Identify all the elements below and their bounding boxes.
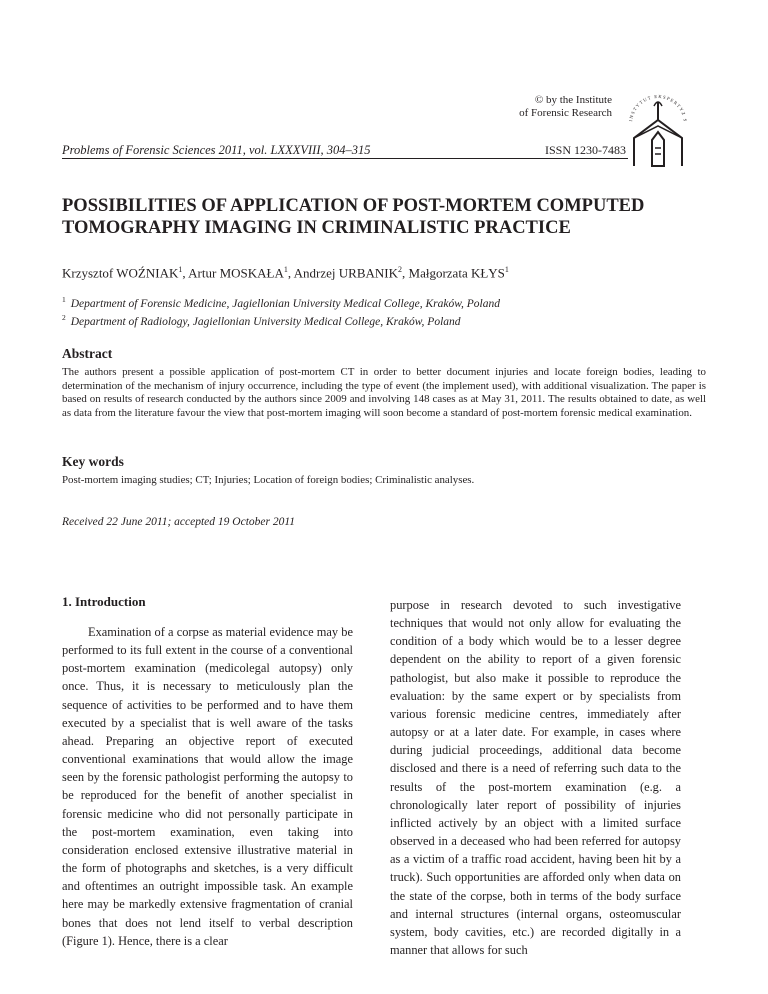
author-affiliation-mark: 2 — [398, 265, 403, 274]
received-dates: Received 22 June 2011; accepted 19 October 2011 — [62, 516, 295, 528]
paper-title: POSSIBILITIES OF APPLICATION OF POST-MORTEM COMPUTED TOMOGRAPHY IMAGING IN CRIMINALISTIC PRACTICE — [62, 196, 645, 238]
institute-logo — [626, 80, 690, 168]
header-rule — [62, 158, 628, 159]
copyright-line-1: © by the Institute — [534, 94, 612, 106]
affiliations — [62, 293, 500, 330]
affiliation — [62, 293, 500, 311]
affiliation-number: 1 — [62, 295, 66, 304]
author: Krzysztof WOŹNIAK — [62, 265, 179, 281]
author-affiliation-mark: 1 — [283, 265, 288, 274]
author-affiliation-mark: 1 — [178, 265, 183, 274]
author-list: Krzysztof WOŹNIAK$^1$, Artur MOSKAŁA$^1$, Andrzej URBANIK$^2$, Małgorzata KŁYS$^1$ — [62, 265, 509, 281]
affiliation — [62, 311, 500, 329]
author-affiliation-mark: 1 — [504, 265, 509, 274]
issn: ISSN 1230-7483 — [544, 143, 626, 157]
abstract-text: The authors present a possible application of post-mortem CT in order to better document injuries and locate foreign bodies, leading to determination of the mechanism of injury occurrence, including the type of event (the implement used), with additional visualization. The paper is based on results of research conducted by the authors since 2009 and involving 148 cases as at May 31, 2011. The results obtained to date, as well as data from the literature favour the view that post-mortem imaging will soon become a standard of post-mortem forensic medical examination. — [62, 366, 706, 419]
affiliation-text: Department of Forensic Medicine, Jagiellonian University Medical College, Kraków, Poland — [70, 297, 500, 310]
logo-arc-text: INSTYTUT EKSPERTYZ S — [628, 93, 688, 123]
introduction-heading: 1. Introduction — [62, 594, 146, 609]
copyright-notice — [412, 94, 612, 120]
introduction-left-column: Examination of a corpse as material evidence may be performed to its full extent in the course of a conventional post-mortem examination (medicolegal autopsy) only once. Thus, it is necessary to meticulously plan the sequence of activities to be performed and to have them executed by a specialist that is well aware of the tasks ahead. Preparing an objective report of executed conventional examinations that would allow the image seen by the forensic pathologist performing the autopsy to be reproduced for the benefit of another specialist in forensic medicine who did not personally participate in the post-mortem examination, even taking into consideration enclosed extensive illustrative material in the form of photographs and sketches, is a very difficult and oftentimes an outright impossible task. An example here may be markedly extensive fragmentation of cranial bones that does not lend itself to verbal description (Figure 1). Hence, there is a clear — [62, 625, 353, 948]
svg-text:INSTYTUT EKSPERTYZ SADOWYCH — [626, 80, 688, 123]
introduction-right-column: purpose in research devoted to such investigative techniques that would not only allow for evaluating the condition of a body which would be to a lesser degree dependent on the ability to report of a given forensic pathologist, but also make it possible to reproduce the evaluation: by the same expert or by specialists from various forensic medicine centres, immediately after autopsy or at a later date. For example, in cases where during judicial proceedings, additional data become disclosed and there is a need of referring such data to the results of the post-mortem examination (e.g. a chronologically later report of possibility of injuries inflicted actively by an object with a limited surface observed in a deceased who had been referred for autopsy as a victim of a traffic road accident, having been hit by a truck). Such opportunities are afforded only when data on the state of the corpse, both in terms of the body surface and internal structures (internal organs, osteomuscular system, body cavities, etc.) are recorded digitally in a manner that allows for such — [390, 598, 681, 957]
copyright-line-2: of Forensic Research — [519, 107, 612, 119]
keywords-heading: Key words — [62, 454, 124, 469]
affiliation-number: 2 — [62, 313, 66, 323]
journal-citation: Problems of Forensic Sciences 2011, vol. LXXXVIII, 304–315 — [62, 143, 371, 157]
author: Artur MOSKAŁA — [188, 265, 284, 281]
affiliation-text: Department of Radiology, Jagiellonian University Medical College, Kraków, Poland — [70, 316, 461, 329]
abstract-heading: Abstract — [62, 346, 113, 361]
keywords-text: Post-mortem imaging studies; CT; Injuries; Location of foreign bodies; Criminalistic analyses. — [62, 474, 475, 486]
author: Andrzej URBANIK — [293, 265, 399, 281]
author: Małgorzata KŁYS — [408, 265, 505, 281]
